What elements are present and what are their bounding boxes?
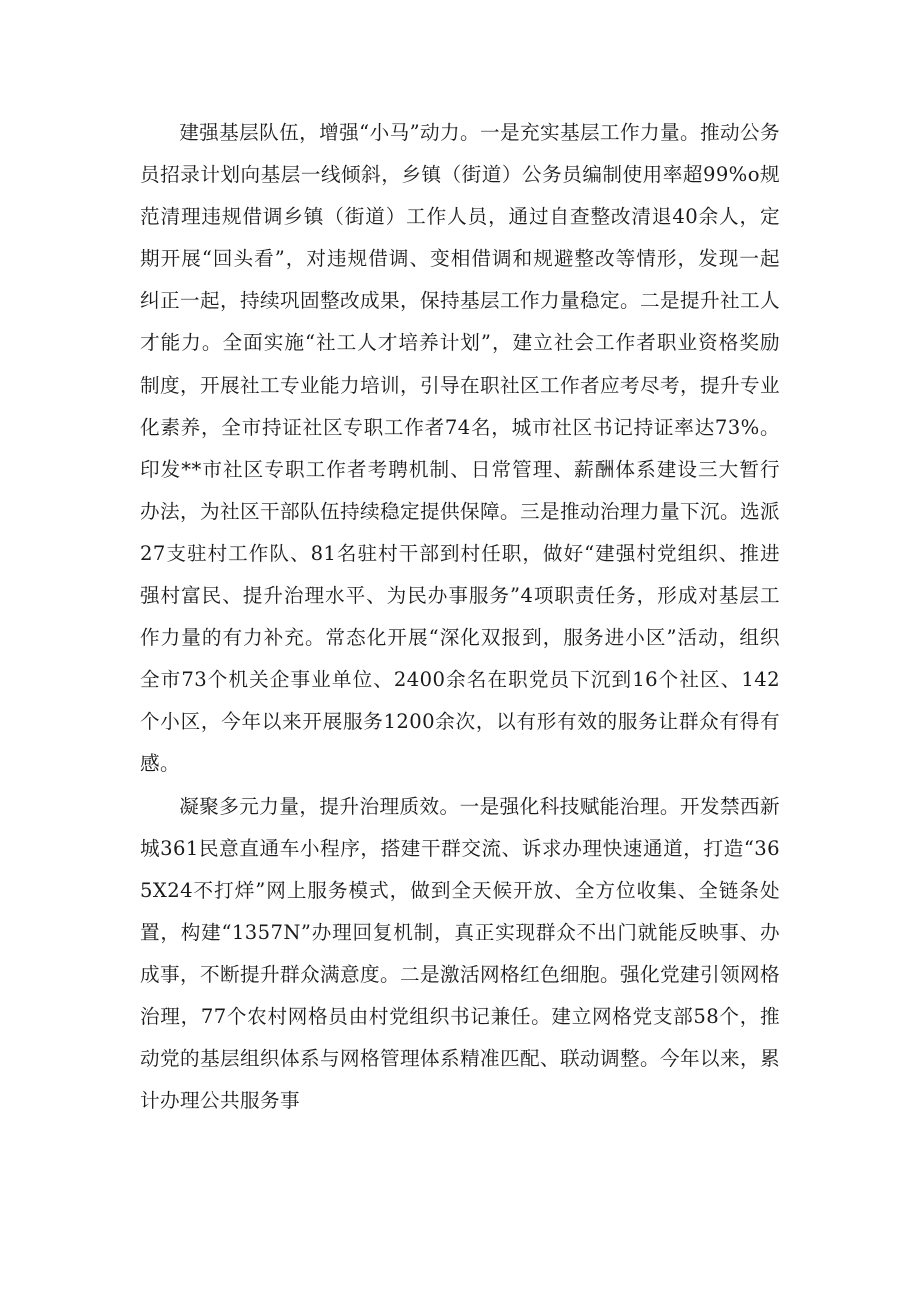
paragraph-grassroots-team: 建强基层队伍，增强“小马”动力。一是充实基层工作力量。推动公务员招录计划向基层一线倾斜，乡镇（街道）公务员编制使用率超99%o规范清理违规借调乡镇（街道）工作人员，通过自查整改清退40余人，定期开展“回头看”，对违规借调、变相借调和规避整改等情形，发现一起纠正一起，持续巩固整改成果，保持基层工作力量稳定。二是提升社工人才能力。全面实施“社工人才培养计划”，建立社会工作者职业资格奖励制度，开展社工专业能力培训，引导在职社区工作者应考尽考，提升专业化素养，全市持证社区专职工作者74名，城市社区书记持证率达73%。印发**市社区专职工作者考聘机制、日常管理、薪酬体系建设三大暂行办法，为社区干部队伍持续稳定提供保障。三是推动治理力量下沉。选派27支驻村工作队、81名驻村干部到村任职，做好“建强村党组织、推进强村富民、提升治理水平、为民办事服务”4项职责任务，形成对基层工作力量的有力补充。常态化开展“深化双报到，服务进小区”活动，组织全市73个机关企事业单位、2400余名在职党员下沉到16个社区、142个小区，今年以来开展服务1200余次，以有形有效的服务让群众有得有感。 <box>140 121 780 776</box>
document-body <box>140 112 780 1122</box>
paragraph-governance-efficiency: 凝聚多元力量，提升治理质效。一是强化科技赋能治理。开发禁西新城361民意直通车小程序，搭建干群交流、诉求办理快速通道，打造“365X24不打烊”网上服务模式，做到全天候开放、全方位收集、全链条处置，构建“1357N”办理回复机制，真正实现群众不出门就能反映事、办成事，不断提升群众满意度。二是激活网格红色细胞。强化党建引领网格治理，77个农村网格员由村党组织书记兼任。建立网格党支部58个，推动党的基层组织体系与网格管理体系精准匹配、联动调整。今年以来，累计办理公共服务事 <box>140 794 780 1113</box>
